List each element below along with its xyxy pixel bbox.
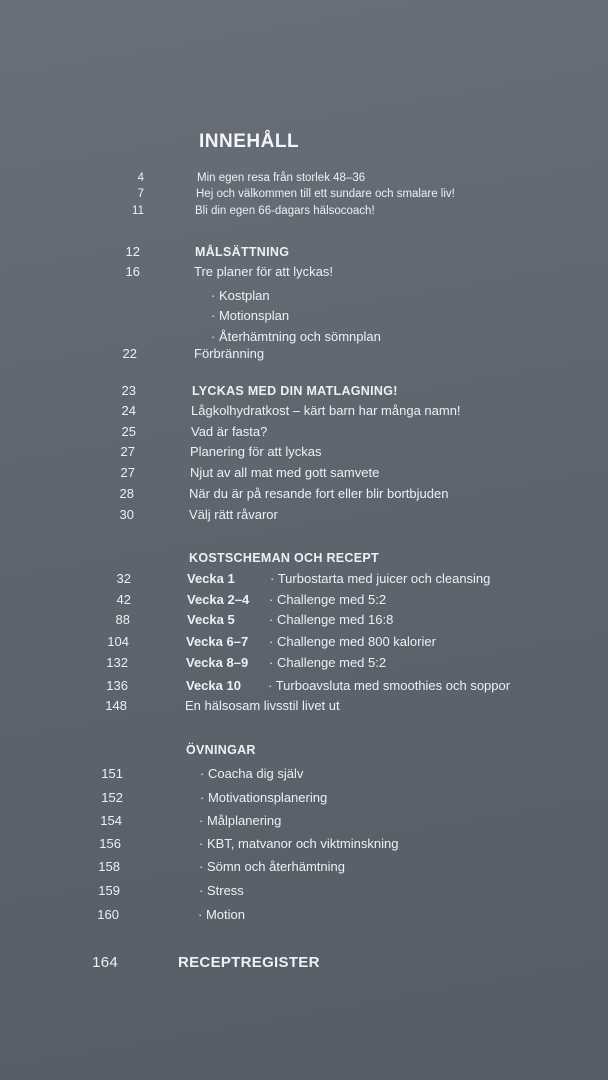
toc-entry: Tre planer för att lyckas!: [194, 264, 333, 279]
toc-entry: · Sömn och återhämtning: [199, 859, 345, 875]
toc-entry: · Motivationsplanering: [200, 790, 327, 806]
page-number: 136: [106, 678, 128, 693]
toc-entry: · Challenge med 800 kalorier: [269, 634, 436, 650]
page-number: 159: [98, 883, 120, 898]
page-number: 156: [99, 836, 121, 851]
toc-entry: · Coacha dig själv: [200, 766, 303, 782]
page-number: 164: [92, 954, 118, 971]
week-label: Vecka 5: [187, 612, 235, 627]
page-number: 151: [101, 766, 123, 781]
toc-entry: · Challenge med 5:2: [269, 592, 386, 608]
page-number: 23: [121, 383, 136, 398]
page-number: 28: [119, 486, 134, 501]
toc-subentry: · Återhämtning och sömnplan: [211, 329, 381, 345]
toc-entry: · Challenge med 16:8: [269, 612, 393, 628]
week-label: Vecka 1: [187, 571, 235, 586]
section-heading: RECEPTREGISTER: [178, 954, 320, 971]
week-label: Vecka 8–9: [186, 655, 249, 670]
toc-subentry: · Motionsplan: [211, 308, 289, 324]
toc-title: INNEHÅLL: [199, 131, 300, 152]
toc-entry: · Stress: [199, 883, 244, 899]
toc-entry: · Motion: [198, 907, 245, 923]
page-number: 160: [97, 907, 119, 922]
toc-entry: · Challenge med 5:2: [269, 655, 386, 671]
section-heading: MÅLSÄTTNING: [195, 245, 290, 259]
page-number: 16: [125, 264, 140, 279]
toc-entry: · KBT, matvanor och viktminskning: [199, 836, 398, 852]
page-number: 30: [119, 507, 134, 522]
toc-entry: När du är på resande fort eller blir bortbjuden: [189, 486, 449, 501]
toc-entry: Bli din egen 66-dagars hälsocoach!: [195, 205, 375, 217]
toc-entry: Planering för att lyckas: [190, 444, 322, 459]
page-number: 42: [116, 592, 131, 607]
week-label: Vecka 10: [186, 678, 241, 693]
page-number: 158: [98, 859, 120, 874]
toc-entry: Förbränning: [194, 346, 265, 361]
page-number: 132: [106, 655, 128, 670]
page-number: 11: [132, 205, 144, 217]
page-number: 88: [115, 612, 130, 627]
toc-entry: · Turbostarta med juicer och cleansing: [270, 571, 490, 587]
page-number: 27: [120, 465, 135, 480]
week-label: Vecka 2–4: [187, 592, 250, 607]
page-number: 4: [137, 172, 144, 184]
toc-entry: Min egen resa från storlek 48–36: [197, 172, 366, 184]
toc-entry: En hälsosam livsstil livet ut: [185, 698, 340, 713]
toc-entry: Hej och välkommen till ett sundare och smalare liv!: [196, 188, 455, 200]
toc-entry: Lågkolhydratkost – kärt barn har många namn!: [191, 403, 461, 418]
week-label: Vecka 6–7: [186, 634, 249, 649]
page-number: 24: [121, 403, 136, 418]
toc-entry: Njut av all mat med gott samvete: [190, 465, 380, 480]
toc-entry: · Turboavsluta med smoothies och soppor: [268, 678, 510, 694]
page-number: 154: [100, 813, 122, 828]
page-number: 148: [105, 698, 127, 713]
section-heading: ÖVNINGAR: [186, 743, 256, 757]
page-number: 12: [125, 244, 140, 259]
page-number: 152: [101, 790, 123, 805]
toc-entry: · Målplanering: [199, 813, 281, 829]
section-heading: KOSTSCHEMAN OCH RECEPT: [189, 551, 379, 565]
page-number: 7: [137, 188, 144, 200]
toc-entry: Välj rätt råvaror: [189, 507, 278, 522]
page-number: 25: [121, 424, 136, 439]
toc-entry: Vad är fasta?: [191, 424, 268, 439]
section-heading: LYCKAS MED DIN MATLAGNING!: [192, 384, 398, 398]
page-number: 32: [116, 571, 131, 586]
toc-subentry: · Kostplan: [211, 288, 270, 304]
page-number: 22: [122, 346, 137, 361]
page-number: 104: [107, 634, 129, 649]
page-number: 27: [120, 444, 135, 459]
